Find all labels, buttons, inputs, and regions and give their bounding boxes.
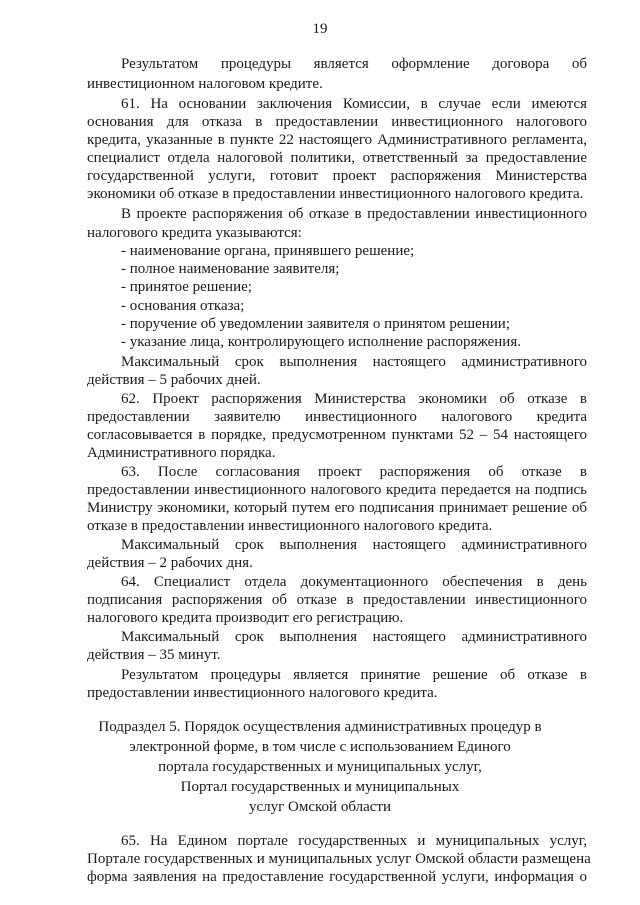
paragraph-line: Максимальный срок выполнения настоящего административного	[121, 354, 587, 370]
paragraph-line: государственной услуги, готовит проект распоряжения Министерства	[87, 168, 587, 184]
list-item: - поручение об уведомлении заявителя о принятом решении;	[121, 316, 510, 332]
paragraph-line: предоставлении заявителю инвестиционного налогового кредита	[87, 409, 587, 425]
list-item: - принятое решение;	[121, 279, 252, 295]
list-item: - наименование органа, принявшего решение;	[121, 243, 415, 259]
paragraph-line: подписания распоряжения об отказе в предоставлении инвестиционного	[87, 592, 587, 608]
section-heading-line: Подраздел 5. Порядок осуществления административных процедур в	[98, 719, 542, 735]
list-item: - указание лица, контролирующего исполнение распоряжения.	[121, 334, 521, 350]
paragraph-line: Министру экономики, который путем его подписания принимает решение об	[87, 500, 587, 516]
paragraph-line: налогового кредита производит его регистрацию.	[87, 610, 404, 626]
paragraph-line: 62. Проект распоряжения Министерства экономики об отказе в	[121, 391, 587, 407]
paragraph-line: действия – 5 рабочих дней.	[87, 372, 261, 388]
section-heading-line: электронной форме, в том числе с использованием Единого	[129, 739, 511, 755]
paragraph-line: 65. На Едином портале государственных и муниципальных услуг,	[121, 833, 587, 849]
list-item: - основания отказа;	[121, 298, 245, 314]
paragraph-line: Максимальный срок выполнения настоящего административного	[121, 537, 587, 553]
paragraph-line: предоставлении инвестиционного налогового кредита.	[87, 685, 438, 701]
page-number: 19	[312, 21, 328, 37]
paragraph-line: Портале государственных и муниципальных услуг Омской области размещена	[87, 851, 591, 867]
paragraph-line: отказе в предоставлении инвестиционного налогового кредита.	[87, 518, 493, 534]
paragraph-line: согласовывается в порядке, предусмотренном пунктами 52 – 54 настоящего	[87, 427, 587, 443]
paragraph-line: 64. Специалист отдела документационного обеспечения в день	[121, 574, 587, 590]
paragraph-line: Результатом процедуры является оформление договора об	[121, 56, 587, 72]
paragraph-line: 61. На основании заключения Комиссии, в случае если имеются	[121, 96, 587, 112]
paragraph-line: В проекте распоряжения об отказе в предоставлении инвестиционного	[121, 206, 587, 222]
paragraph-line: налогового кредита указываются:	[87, 225, 302, 241]
paragraph-line: предоставлении инвестиционного налогового кредита передается на подпись	[87, 482, 587, 498]
paragraph-line: Максимальный срок выполнения настоящего административного	[121, 629, 587, 645]
section-heading-line: услуг Омской области	[249, 799, 391, 815]
section-heading-line: Портал государственных и муниципальных	[180, 779, 460, 795]
section-heading-line: портала государственных и муниципальных услуг,	[158, 759, 482, 775]
paragraph-line: специалист отдела налоговой политики, ответственный за предоставление	[87, 150, 587, 166]
paragraph-line: Результатом процедуры является принятие решение об отказе в	[121, 667, 587, 683]
paragraph-line: действия – 2 рабочих дня.	[87, 555, 253, 571]
list-item: - полное наименование заявителя;	[121, 261, 340, 277]
paragraph-line: 63. После согласования проект распоряжения об отказе в	[121, 464, 587, 480]
paragraph-line: Административного порядка.	[87, 445, 276, 461]
paragraph-line: действия – 35 минут.	[87, 647, 221, 663]
paragraph-line: основания для отказа в предоставлении инвестиционного налогового	[87, 114, 587, 130]
paragraph-line: экономики об отказе в предоставлении инвестиционного налогового кредита.	[87, 186, 584, 202]
paragraph-line: кредита, указанные в пункте 22 настоящего Административного регламента,	[87, 132, 587, 148]
paragraph-line: форма заявления на предоставление государственной услуги, информация о	[87, 869, 587, 885]
paragraph-line: инвестиционном налоговом кредите.	[87, 76, 323, 92]
